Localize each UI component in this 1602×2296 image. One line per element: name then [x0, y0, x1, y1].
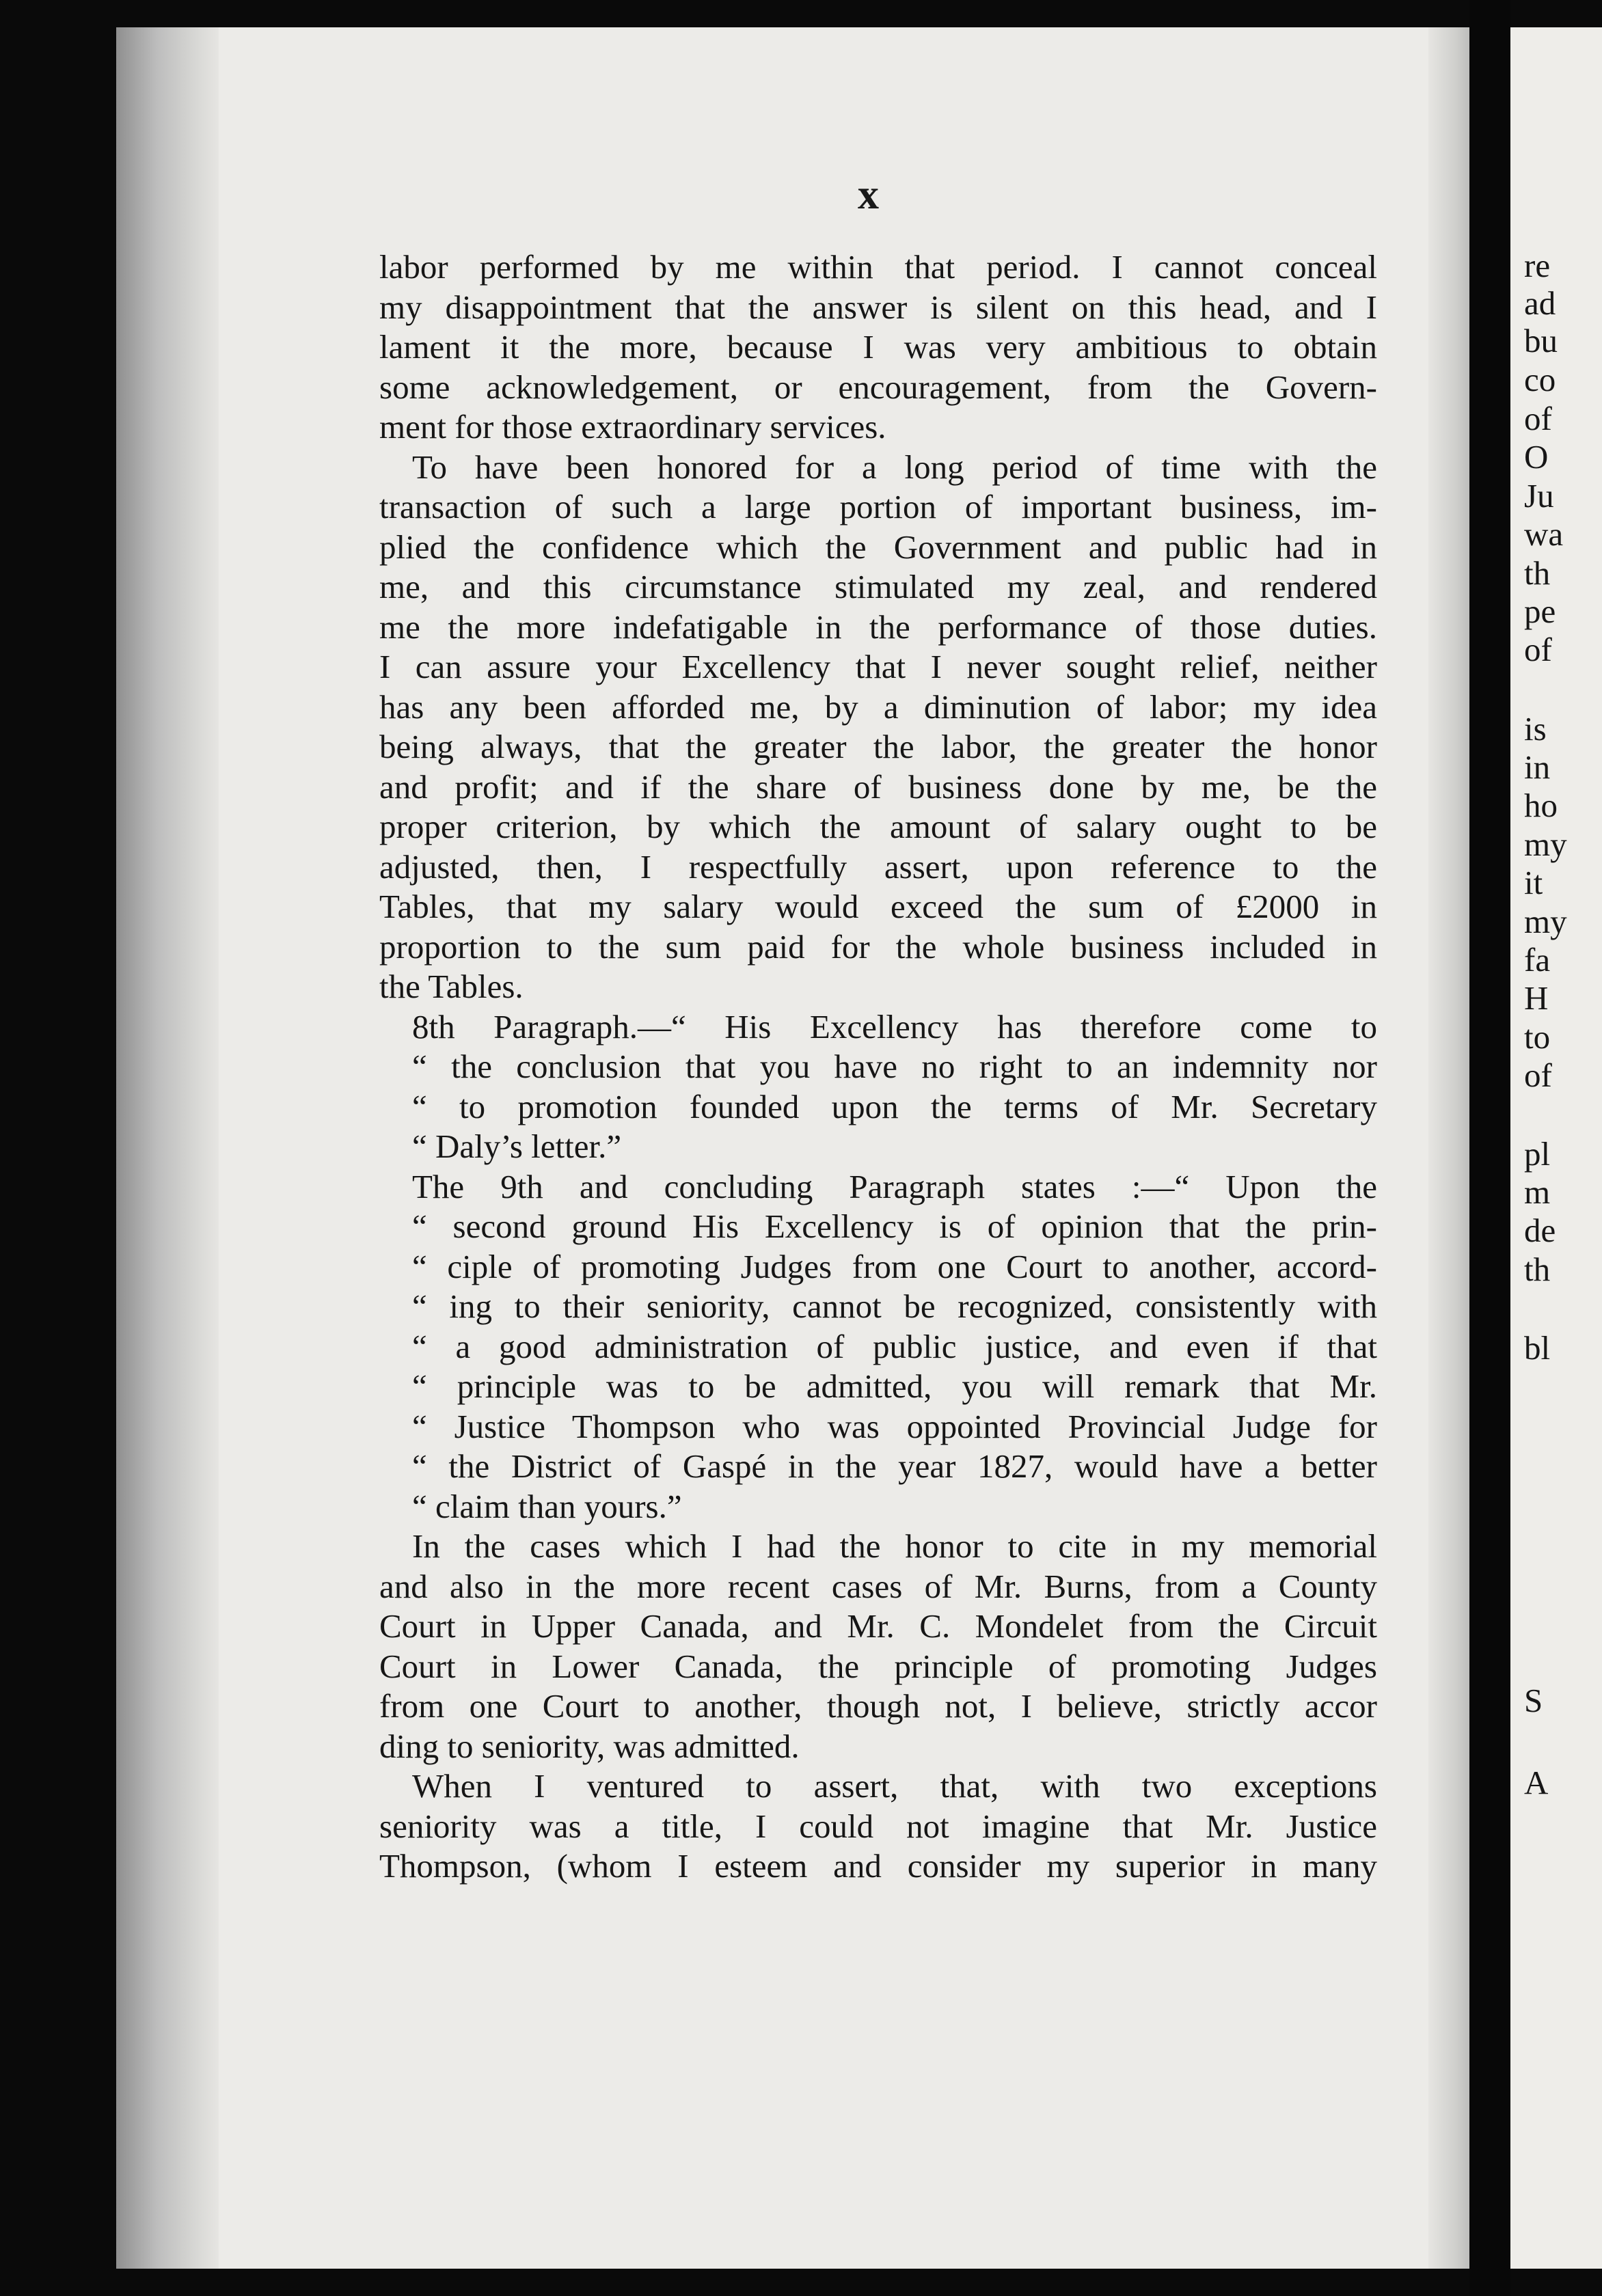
text-line: Court in Upper Canada, and Mr. C. Mondelet from the Circuit — [379, 1607, 1377, 1645]
text-line: me, and this circumstance stimulated my zeal, and rendered — [379, 568, 1377, 605]
text-line: 8th Paragraph.—“ His Excellency has therefore come to — [412, 1007, 1377, 1046]
facing-text-fragment: ho — [1524, 787, 1558, 824]
text-line: adjusted, then, I respectfully assert, upon reference to the — [379, 847, 1377, 886]
text-line: “ the conclusion that you have no right to an indemnity nor — [412, 1048, 1377, 1085]
facing-text-fragment: of — [1524, 631, 1552, 668]
facing-text-fragment: re — [1524, 247, 1551, 284]
facing-text-fragment: pl — [1524, 1135, 1551, 1173]
facing-text-fragment: my — [1524, 903, 1567, 940]
facing-text-fragment: wa — [1524, 515, 1564, 553]
body-text — [379, 247, 1377, 1887]
text-line: plied the confidence which the Government and public had in — [379, 528, 1377, 566]
text-line: “ ing to their seniority, cannot be recognized, consistently with — [412, 1287, 1377, 1325]
text-line: me the more indefatigable in the performance of those duties. — [379, 607, 1377, 646]
facing-text-fragment: bu — [1524, 322, 1558, 359]
text-line: Thompson, (whom I esteem and consider my superior in many — [379, 1847, 1377, 1885]
text-line: “ Daly’s letter.” — [412, 1128, 622, 1165]
text-line: has any been afforded me, by a diminution of labor; my idea — [379, 687, 1377, 726]
text-line: I can assure your Excellency that I never sought relief, neither — [379, 648, 1377, 685]
facing-text-fragment: th — [1524, 1250, 1551, 1288]
text-line: When I ventured to assert, that, with two exceptions — [412, 1767, 1377, 1805]
text-line: “ to promotion founded upon the terms of Mr. Secretary — [412, 1087, 1377, 1125]
text-line: “ second ground His Excellency is of opinion that the prin- — [412, 1207, 1377, 1245]
facing-text-fragment: in — [1524, 748, 1551, 786]
text-line: Tables, that my salary would exceed the sum of £2000 in — [379, 888, 1377, 925]
facing-text-fragment: m — [1524, 1173, 1551, 1211]
facing-text-fragment: is — [1524, 710, 1547, 748]
text-line: “ ciple of promoting Judges from one Court to another, accord- — [412, 1247, 1377, 1285]
facing-text-fragment: pe — [1524, 592, 1556, 630]
facing-text-fragment: to — [1524, 1018, 1551, 1056]
page-number: x — [858, 172, 879, 218]
facing-text-fragment: th — [1524, 554, 1551, 592]
facing-page-edge — [1510, 27, 1602, 2269]
text-line: ding to seniority, was admitted. — [379, 1727, 800, 1765]
facing-text-fragment: ad — [1524, 284, 1556, 322]
text-line: from one Court to another, though not, I believe, strictly accor — [379, 1687, 1377, 1725]
text-line: proportion to the sum paid for the whole business included in — [379, 927, 1377, 966]
text-line: “ a good administration of public justice, and even if that — [412, 1327, 1377, 1365]
text-line: “ claim than yours.” — [412, 1487, 682, 1525]
facing-text-fragment: O — [1524, 438, 1549, 476]
facing-text-fragment: S — [1524, 1682, 1543, 1719]
text-line: lament it the more, because I was very ambitious to obtain — [379, 328, 1377, 366]
text-line: ment for those extraordinary services. — [379, 408, 886, 446]
facing-text-fragment: H — [1524, 979, 1549, 1017]
text-line: labor performed by me within that period. I cannot conceal — [379, 248, 1377, 286]
facing-text-fragment: of — [1524, 1056, 1552, 1094]
text-line: proper criterion, by which the amount of salary ought to be — [379, 808, 1377, 845]
text-line: To have been honored for a long period of time with the — [412, 448, 1377, 486]
text-line: seniority was a title, I could not imagine that Mr. Justice — [379, 1807, 1377, 1845]
text-line: being always, that the greater the labor, the greater the honor — [379, 728, 1377, 765]
book-binding — [1469, 0, 1510, 2296]
facing-text-fragment: my — [1524, 825, 1567, 863]
text-line: transaction of such a large portion of important business, im- — [379, 488, 1377, 525]
facing-text-fragment: Ju — [1524, 477, 1554, 515]
text-line: “ the District of Gaspé in the year 1827, would have a better — [412, 1447, 1377, 1485]
text-line: In the cases which I had the honor to cite in my memorial — [412, 1527, 1377, 1565]
text-line: “ Justice Thompson who was oppointed Provincial Judge for — [412, 1407, 1377, 1445]
facing-text-fragment: bl — [1524, 1329, 1551, 1367]
facing-text-fragment: fa — [1524, 941, 1551, 979]
text-line: my disappointment that the answer is silent on this head, and I — [379, 288, 1377, 326]
text-line: and also in the more recent cases of Mr. Burns, from a County — [379, 1567, 1377, 1605]
text-line: some acknowledgement, or encouragement, from the Govern- — [379, 368, 1377, 406]
text-line: “ principle was to be admitted, you will remark that Mr. — [412, 1367, 1377, 1405]
text-line: the Tables. — [379, 968, 524, 1005]
facing-text-fragment: co — [1524, 361, 1556, 398]
text-line: Court in Lower Canada, the principle of promoting Judges — [379, 1647, 1377, 1685]
facing-text-fragment: of — [1524, 400, 1552, 437]
page-gutter-shadow-left — [116, 27, 219, 2269]
facing-text-fragment: A — [1524, 1764, 1549, 1801]
text-line: and profit; and if the share of business done by me, be the — [379, 767, 1377, 806]
text-line: The 9th and concluding Paragraph states :—“ Upon the — [412, 1167, 1377, 1205]
facing-text-fragment: it — [1524, 864, 1543, 901]
facing-text-fragment: de — [1524, 1212, 1556, 1249]
